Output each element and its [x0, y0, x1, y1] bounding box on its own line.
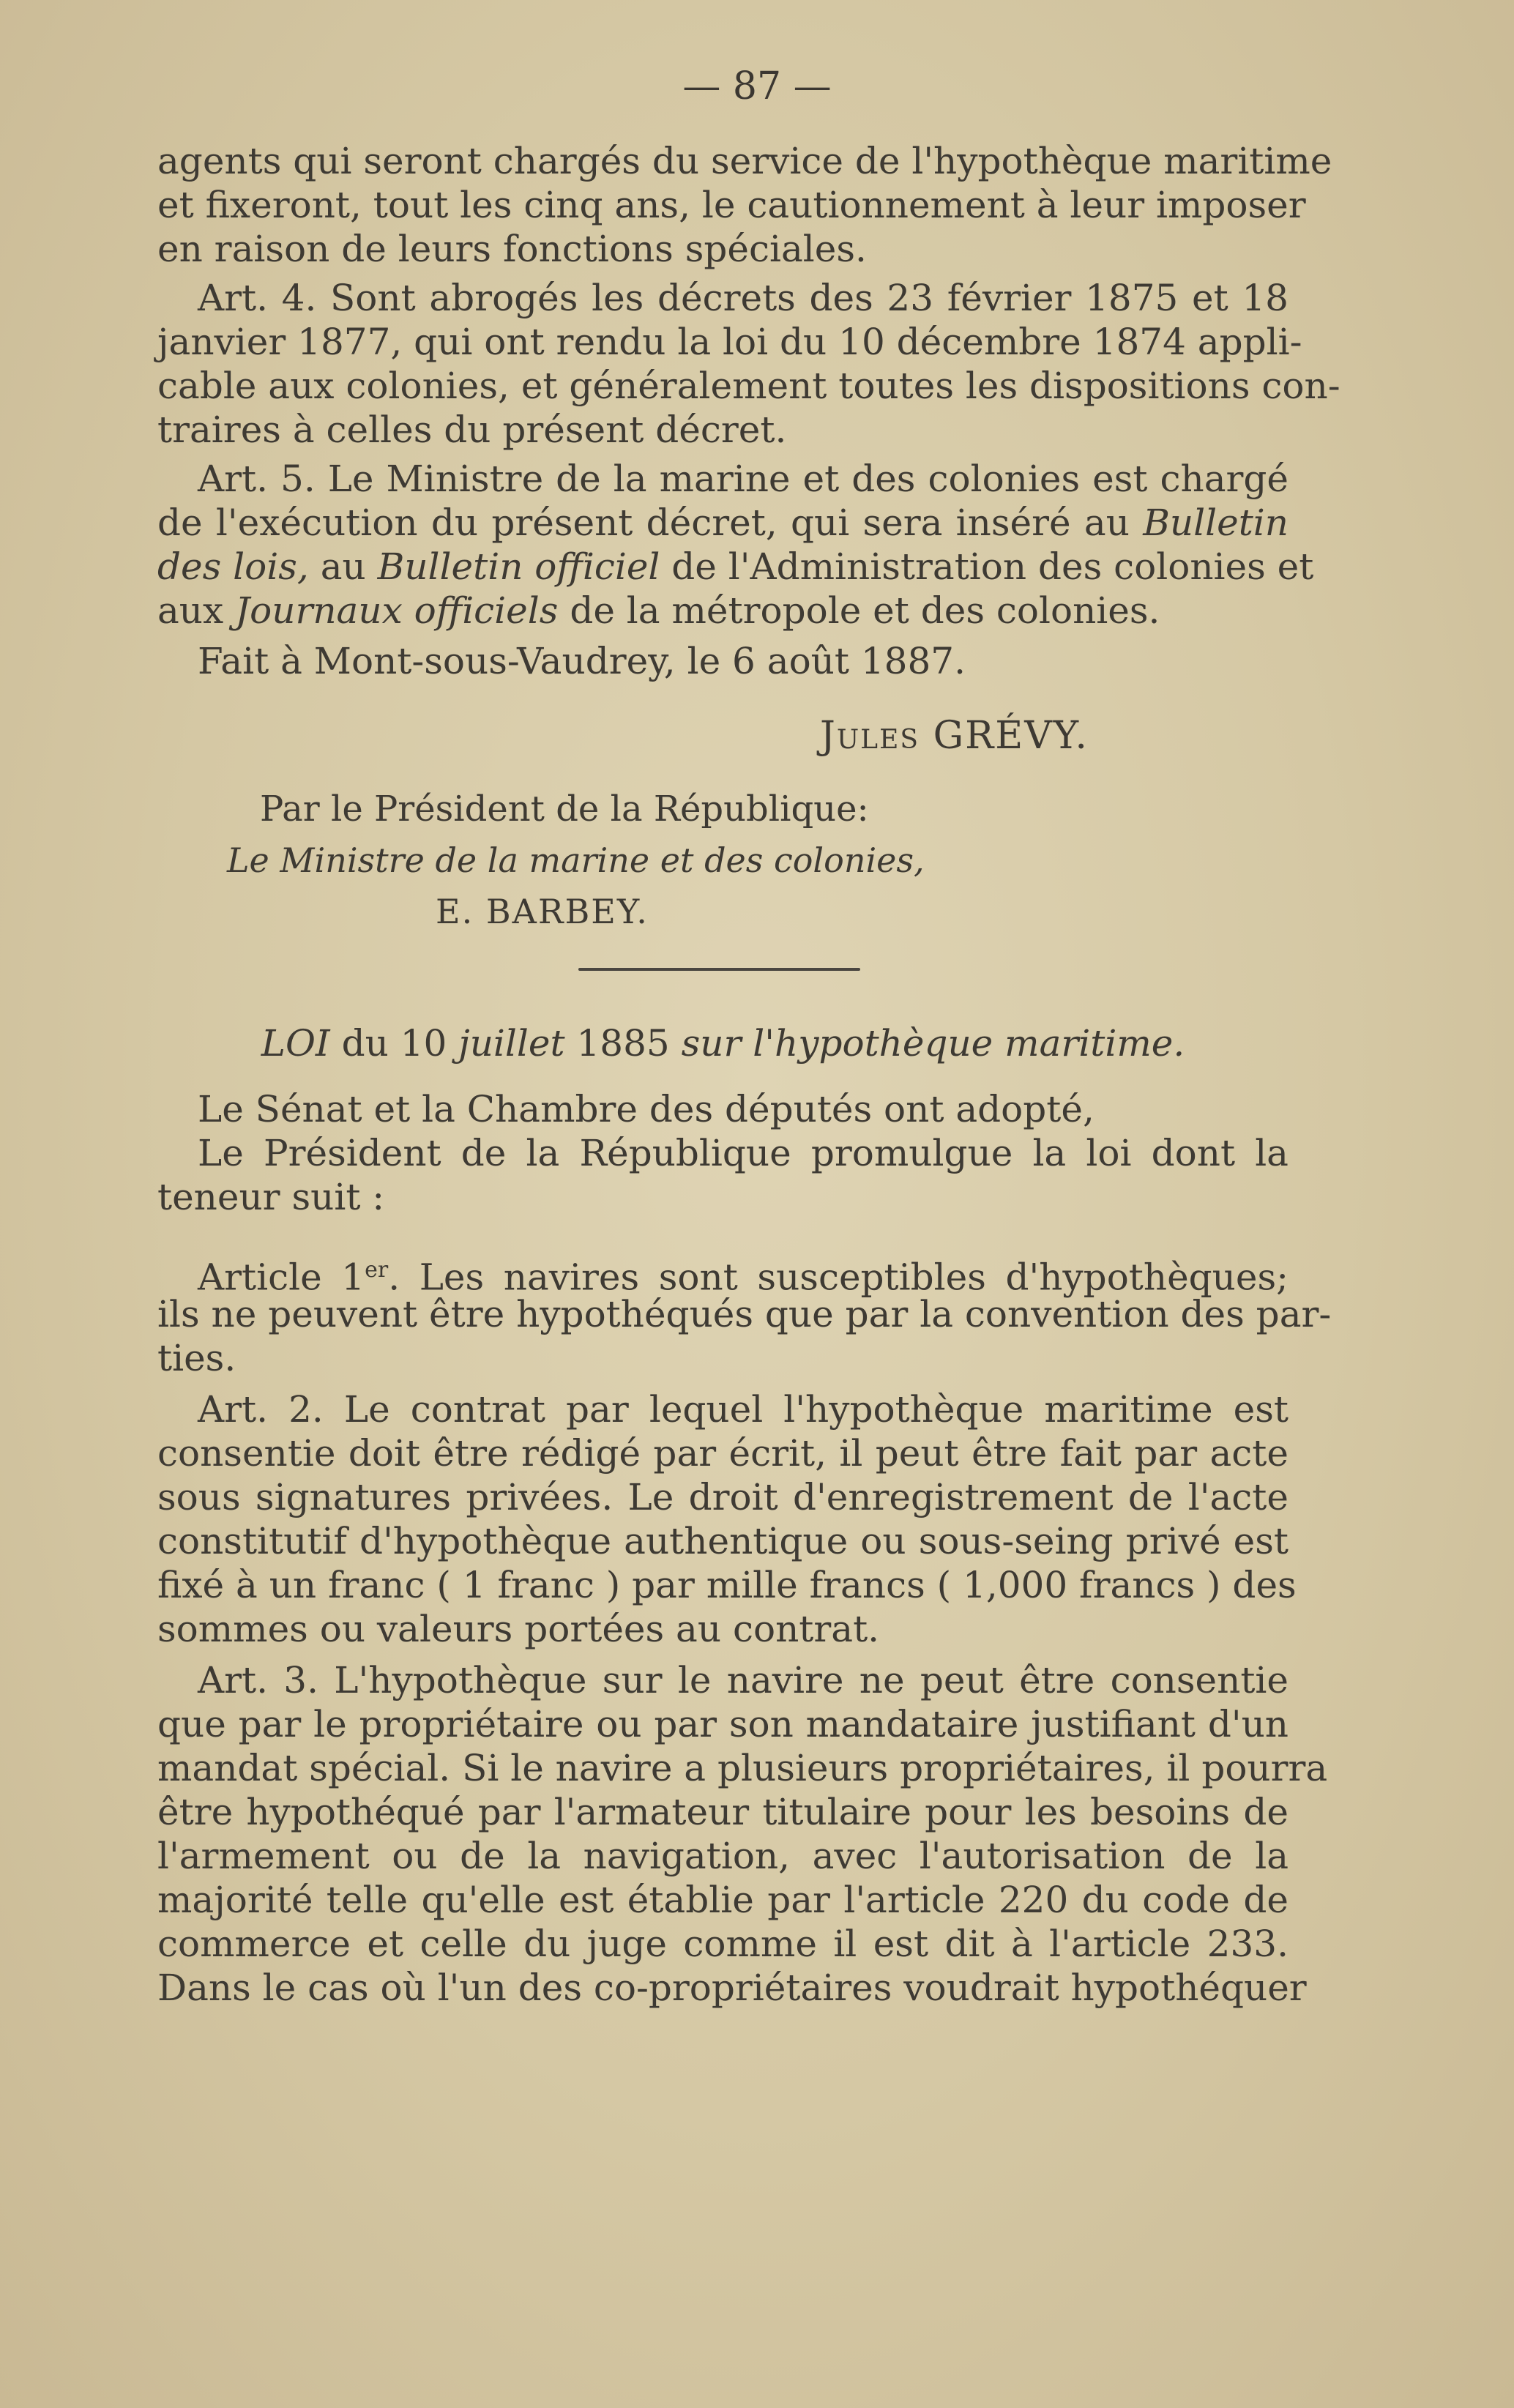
- text-line: traires à celles du présent décret.: [157, 409, 787, 451]
- superscript: er: [365, 1257, 389, 1283]
- italic-span: Bulletin: [1143, 502, 1289, 544]
- text-line: majorité telle qu'elle est établie par l'article 220 du code de: [157, 1879, 1289, 1921]
- text-line: Le Président de la République promulgue la loi dont la: [198, 1132, 1289, 1174]
- text-line: en raison de leurs fonctions spéciales.: [157, 228, 867, 270]
- text-line: Par le Président de la République:: [260, 789, 869, 830]
- text-line: E. BARBEY.: [436, 892, 649, 931]
- italic-span: des lois,: [157, 545, 309, 588]
- text-line: Art. 3. L'hypothèque sur le navire ne peut être consentie: [198, 1659, 1289, 1701]
- text-line: agents qui seront chargés du service de l'hypothèque maritime: [157, 140, 1332, 182]
- text-line: constitutif d'hypothèque authentique ou sous-seing privé est: [157, 1520, 1289, 1562]
- text-span: . Les navires sont susceptibles d'hypothèques;: [388, 1256, 1289, 1299]
- italic-span: Bulletin officiel: [377, 545, 660, 588]
- text-line: Le Sénat et la Chambre des députés ont adopté,: [198, 1088, 1095, 1130]
- text-span: aux: [157, 589, 236, 632]
- text-line: teneur suit :: [157, 1176, 385, 1218]
- text-line: l'armement ou de la navigation, avec l'autorisation de la: [157, 1835, 1289, 1877]
- divider-rule: [578, 968, 860, 971]
- text-line: fixé à un franc ( 1 franc ) par mille francs ( 1,000 francs ) des: [157, 1564, 1297, 1606]
- text-span: de la métropole et des colonies.: [558, 589, 1160, 632]
- text-line: ils ne peuvent être hypothéqués que par la convention des par-: [157, 1293, 1332, 1335]
- text-span: du 10: [329, 1022, 459, 1065]
- text-line: commerce et celle du juge comme il est dit à l'article 233.: [157, 1923, 1289, 1965]
- text-line: [157, 589, 1289, 633]
- text-line: sommes ou valeurs portées au contrat.: [157, 1608, 880, 1650]
- text-span: de l'exécution du présent décret, qui sera inséré au: [157, 502, 1130, 544]
- text-span: au: [308, 545, 378, 588]
- text-line: sous signatures privées. Le droit d'enregistrement de l'acte: [157, 1476, 1289, 1518]
- signature-text: Jules GRÉVY.: [820, 714, 1089, 758]
- text-line: cable aux colonies, et généralement toutes les dispositions con-: [157, 365, 1340, 407]
- italic-span: juillet: [458, 1022, 565, 1065]
- text-line: Art. 2. Le contrat par lequel l'hypothèque maritime est: [198, 1388, 1289, 1431]
- text-span: Article 1: [198, 1256, 365, 1299]
- page-number: — 87 —: [682, 64, 832, 108]
- text-line: Art. 5. Le Ministre de la marine et des colonies est chargé: [198, 458, 1289, 500]
- text-line: mandat spécial. Si le navire a plusieurs propriétaires, il pourra: [157, 1747, 1328, 1789]
- text-line: janvier 1877, qui ont rendu la loi du 10 décembre 1874 appli-: [157, 321, 1302, 363]
- text-line: que par le propriétaire ou par son mandataire justifiant d'un: [157, 1703, 1289, 1745]
- text-line: ties.: [157, 1337, 236, 1379]
- text-span: de l'Administration des colonies et: [660, 545, 1314, 588]
- text-line: être hypothéqué par l'armateur titulaire pour les besoins de: [157, 1791, 1289, 1833]
- italic-span: LOI: [261, 1022, 330, 1065]
- text-line: [157, 545, 1314, 589]
- text-line: Dans le cas où l'un des co-propriétaires voudrait hypothéquer: [157, 1967, 1307, 2009]
- law-title: [157, 1021, 1289, 1065]
- signature: [820, 714, 1089, 758]
- text-line: consentie doit être rédigé par écrit, il peut être fait par acte: [157, 1432, 1289, 1475]
- text-line: Fait à Mont-sous-Vaudrey, le 6 août 1887.: [198, 640, 966, 682]
- text-line: Le Ministre de la marine et des colonies,: [227, 840, 925, 880]
- text-line: et fixeront, tout les cinq ans, le cautionnement à leur imposer: [157, 184, 1306, 226]
- text-line: [157, 501, 1289, 545]
- text-line: Art. 4. Sont abrogés les décrets des 23 février 1875 et 18: [198, 277, 1289, 319]
- italic-span: Journaux officiels: [235, 589, 559, 632]
- text-span: 1885: [564, 1022, 682, 1065]
- italic-span: sur l'hypothèque maritime.: [681, 1022, 1185, 1065]
